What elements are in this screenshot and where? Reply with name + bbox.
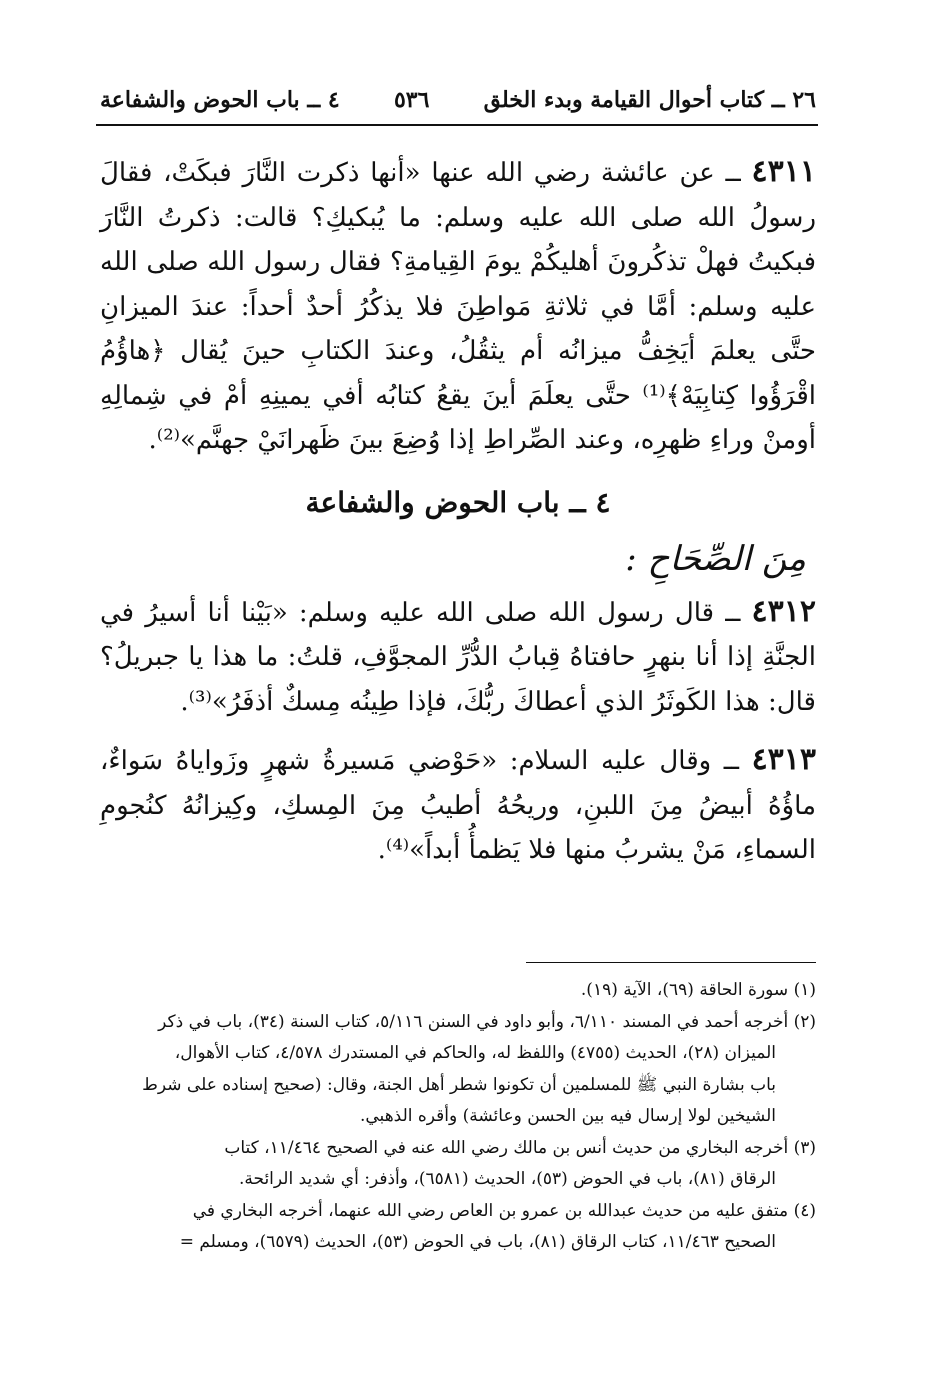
hadith-number: ٤٣١٣: [751, 742, 817, 777]
hadith-number: ٤٣١١: [751, 154, 816, 189]
header-rule: [96, 124, 818, 126]
footnote-2-line-3: باب بشارة النبي ﷺ للمسلمين أن تكونوا شطر أهل الجنة، وقال: (صحيح إسناده على شرط: [142, 1074, 776, 1095]
footnote-3-line-2: الرقاق (٨١)، باب في الحوض (٥٣)، الحديث (٦٥٨١)، وأذفر: أي شديد الرائحة.: [238, 1169, 776, 1189]
hadith-text: ــ وقال عليه السلام: «حَوْضي مَسيرةُ شهرٍ وزَواياهُ سَواءٌ، ماؤُهُ أبيضُ مِنَ اللبنِ، وريحُهُ أطيبُ مِنَ المِسكِ، وكِيزانُهُ كنُجومِ السماءِ، مَنْ يشربُ منها فلا يَظمأُ أبداً»⁽⁴⁾.: [100, 746, 816, 865]
footnote-4-line-1: (٤) متفق عليه من حديث عبدالله بن عمرو بن العاص رضي الله عنهما، أخرجه البخاري في: [192, 1200, 816, 1221]
paragraph-gap: [100, 724, 816, 738]
footnote-2-line-2: الميزان (٢٨)، الحديث (٤٧٥٥) واللفظ له، والحاكم في المستدرك ٤/٥٧٨، كتاب الأهوال،: [174, 1043, 776, 1063]
hadith-text: ــ عن عائشة رضي الله عنها «أنها ذكرت النَّارَ فبكَتْ، فقالَ رسولُ الله صلى الله عليه وسلم: ما يُبكيكِ؟ قالت: ذكرتُ النَّارَ فبكيتُ فهلْ تذكُرونَ أهليكُمْ يومَ القِيامةِ؟ فقال رسول الله صلى الله عليه وسلم: أمَّا في ثلاثةِ مَواطِنَ فلا يذكُرُ أحدٌ أحداً: عندَ الميزانِ حتَّى يعلمَ أيَخِفُّ ميزانُه أم يثقُلُ، وعندَ الكتابِ حينَ يُقال ﴿هاؤُمُ اقْرَؤُوا كِتابِيَهْ﴾⁽¹⁾ حتَّى يعلَمَ أينَ يقعُ كتابُه أفي يمينِهِ أمْ في شِمالِهِ أومنْ وراءِ ظهرِه، وعند الصِّراطِ إذا وُضِعَ بينَ ظَهرانَيْ جهنَّم»⁽²⁾.: [100, 158, 817, 455]
running-header: [100, 82, 816, 118]
footnote-3-line-1: (٣) أخرجه البخاري من حديث أنس بن مالك رضي الله عنه في الصحيح ١١/٤٦٤، كتاب: [224, 1137, 816, 1158]
footnote-4-line-2: الصحيح ١١/٤٦٣، كتاب الرقاق (٨١)، باب في الحوض (٥٣)، الحديث (٦٥٧٩)، ومسلم =: [179, 1232, 776, 1252]
hadith-4311: [100, 150, 816, 463]
min-sahih-heading: مِنَ الصِّحَاحِ :: [625, 539, 806, 579]
footnote-rule: [526, 962, 816, 963]
footnote-2-line-1: (٢) أخرجه أحمد في المسند ٦/١١٠، وأبو داود في السنن ٥/١١٦، كتاب السنة (٣٤)، باب في ذكر: [158, 1011, 816, 1032]
main-text: [100, 150, 816, 873]
hadith-number: ٤٣١٢: [751, 593, 816, 629]
section-title: ٤ ــ باب الحوض والشفاعة: [305, 485, 611, 519]
footnote-2-line-4: الشيخين لولا إرسال فيه بين الحسن وعائشة) وأقره الذهبي.: [359, 1106, 776, 1126]
header-chapter-title: ٢٦ ــ كتاب أحوال القيامة وبدء الخلق: [483, 87, 816, 113]
hadith-text: ــ قال رسول الله صلى الله عليه وسلم: «بَيْنا أنا أسيرُ في الجنَّةِ إذا أنا بنهرٍ حافتاهُ قِبابُ الدُّرِّ المجوَّفِ، قلتُ: ما هذا يا جبريلُ؟ قال: هذا الكَوثَرُ الذي أعطاكَ ربُّكَ، فإذا طِينُه مِسكٌ أذفَرُ»⁽³⁾.: [100, 597, 816, 717]
header-section-title: ٤ ــ باب الحوض والشفاعة: [100, 87, 340, 113]
hadith-4312: [100, 590, 816, 725]
footnotes: [100, 975, 816, 1259]
footnote-1: (١) سورة الحاقة (٦٩)، الآية (١٩).: [580, 980, 816, 1000]
hadith-4313: [100, 738, 816, 873]
page-number: ٥٣٦: [393, 87, 430, 113]
